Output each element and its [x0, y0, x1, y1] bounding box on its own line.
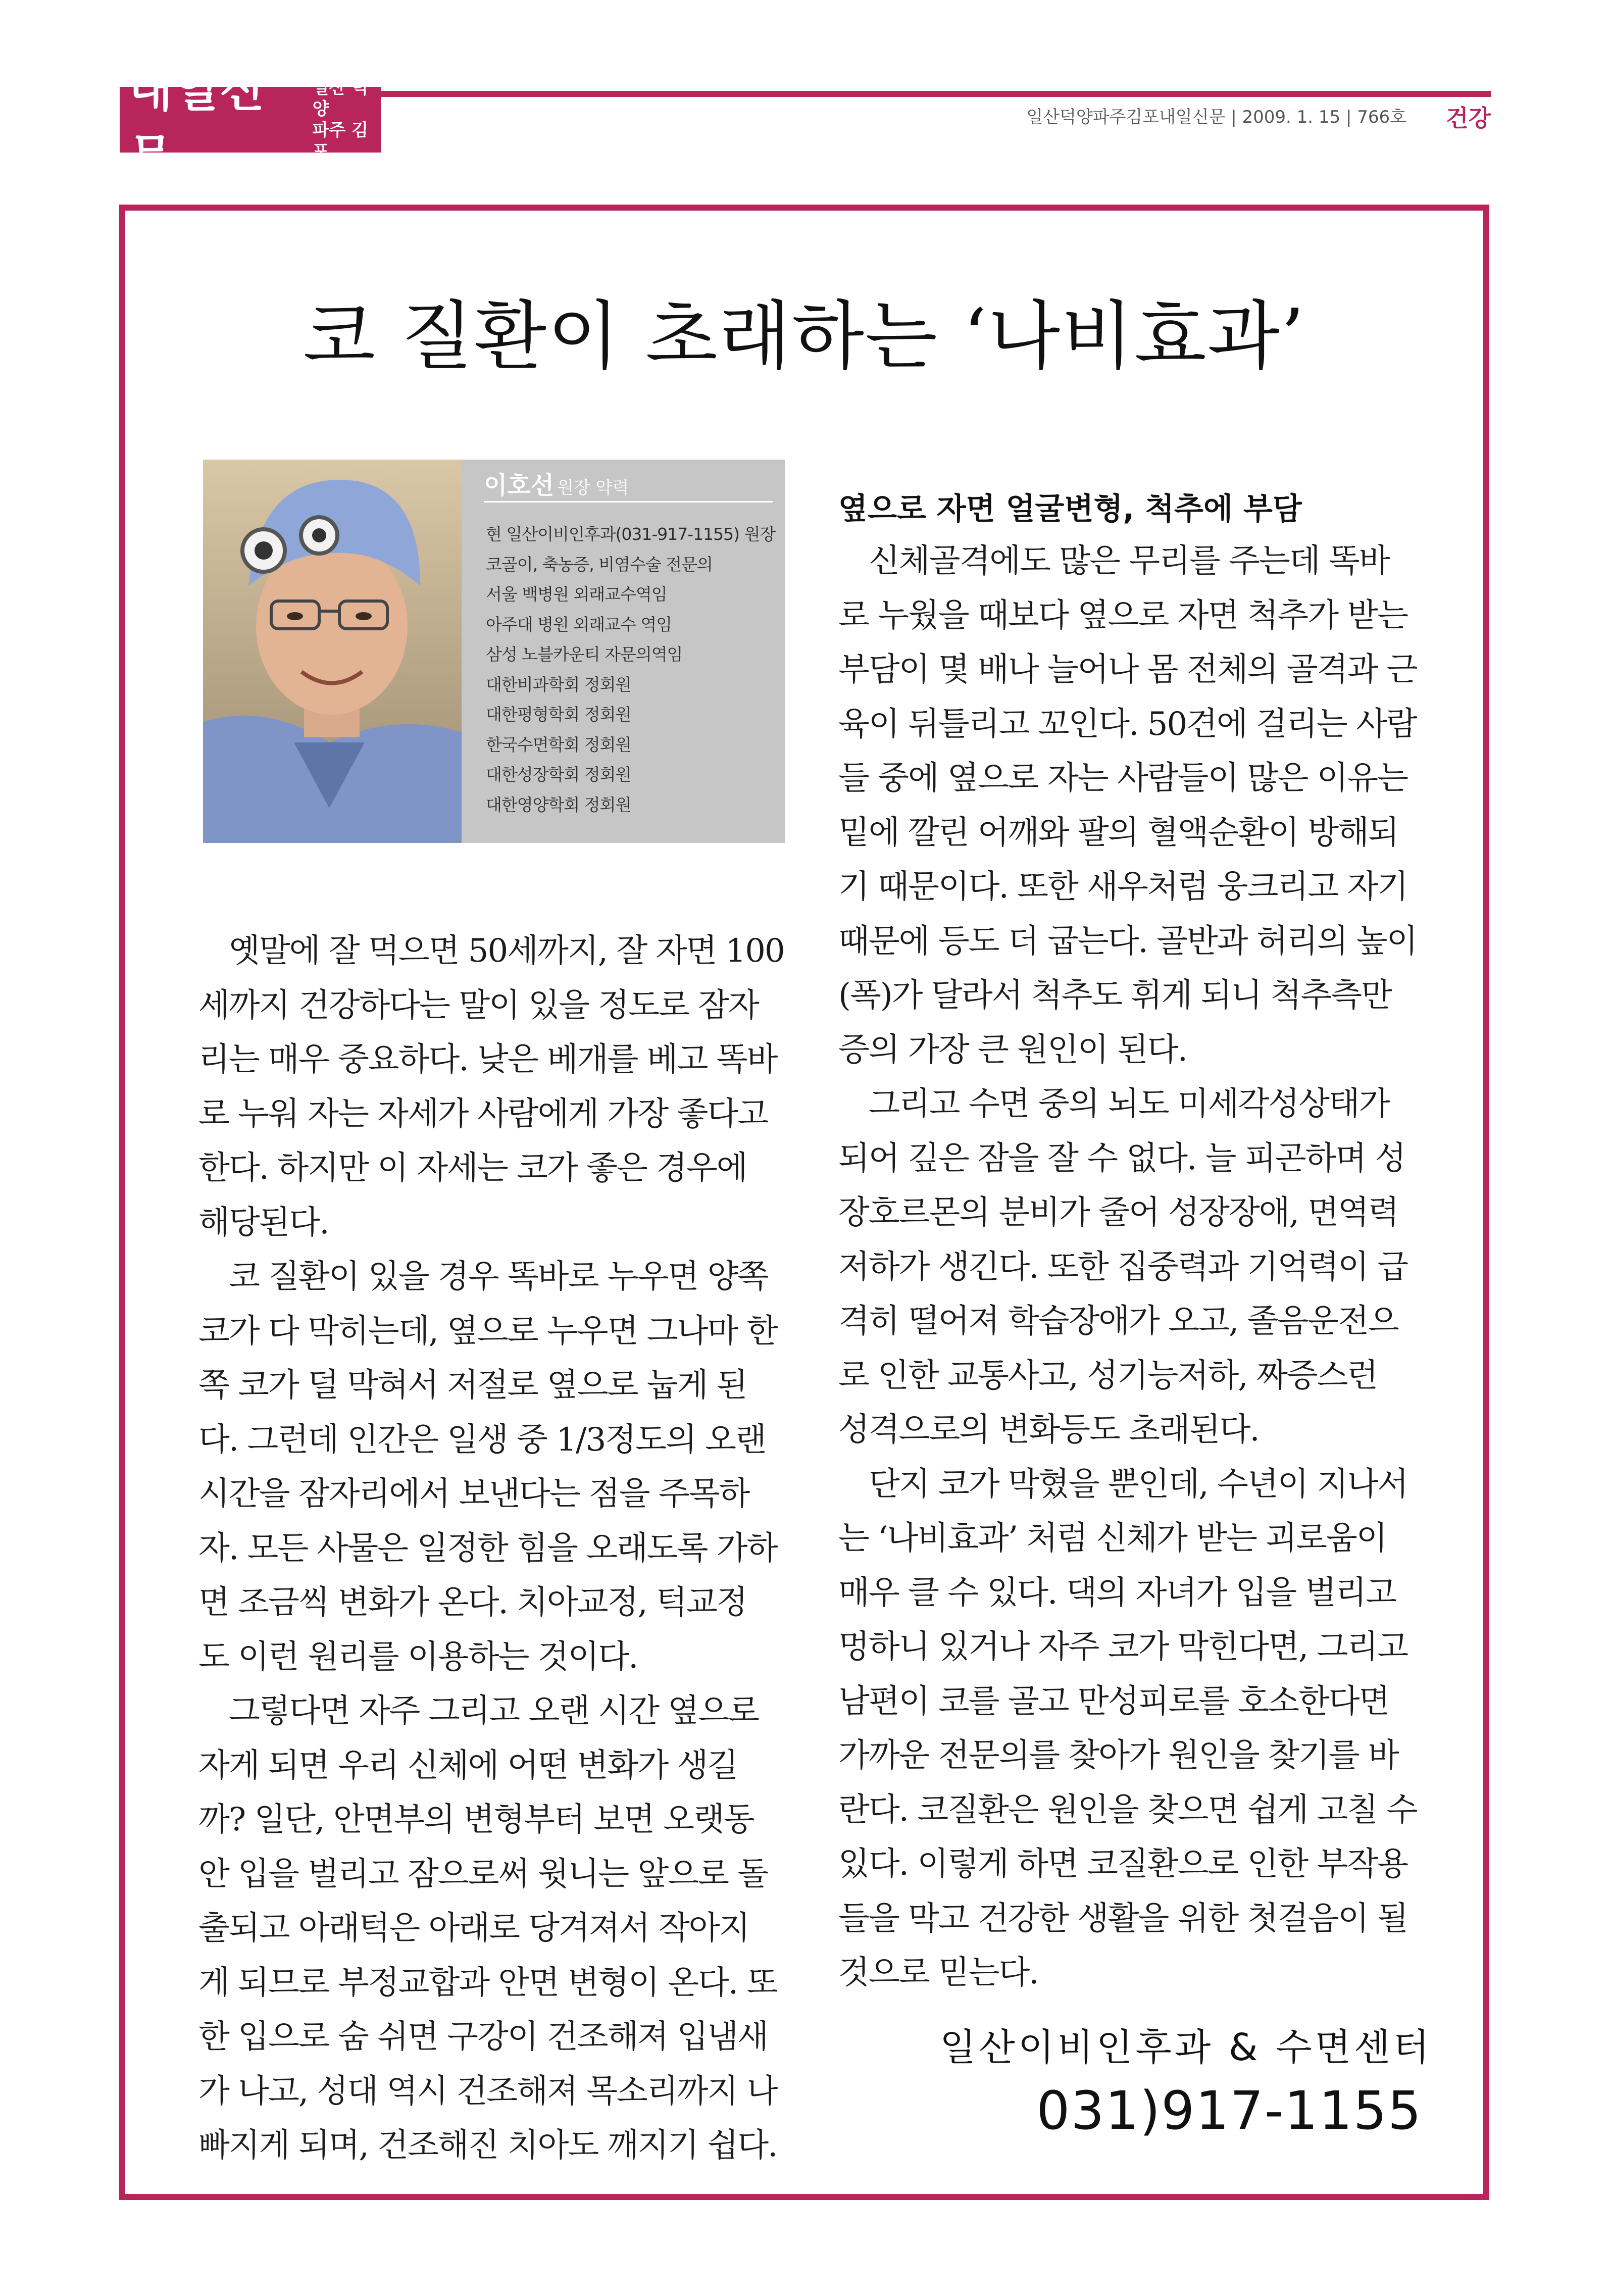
bio-item: 현 일산이비인후과(031-917-1155) 원장 [486, 524, 776, 544]
article-subheading: 옆으로 자면 얼굴변형, 척추에 부담 [838, 491, 1302, 527]
masthead-rule [381, 91, 1491, 97]
bio-item: 코골이, 축농증, 비염수술 전문의 [486, 554, 713, 574]
bio-item: 한국수면학회 정회원 [486, 734, 631, 755]
doctor-portrait-icon [203, 460, 462, 843]
text-line: 로 인한 교통사고, 성기능저하, 짜증스런 [838, 1357, 1378, 1394]
text-line: 있다. 이렇게 하면 코질환으로 인한 부작용 [838, 1845, 1408, 1883]
text-line: 되어 깊은 잠을 잘 수 없다. 늘 피곤하며 성 [838, 1139, 1405, 1177]
paper-name: 내일신문 [128, 63, 266, 184]
text-line: 한 입으로 숨 쉬면 구강이 건조해져 입냄새 [198, 2018, 768, 2056]
text-line: 가까운 전문의를 찾아가 원인을 찾기를 바 [838, 1737, 1398, 1774]
text-line: 세까지 건강하다는 말이 있을 정도로 잠자 [198, 986, 759, 1024]
text-line: 게 되므로 부정교합과 안면 변형이 온다. 또 [198, 1964, 777, 2002]
bio-list [486, 519, 775, 820]
bio-title: 원장 약력 [557, 478, 629, 498]
text-line: 장호르몬의 분비가 줄어 성장장애, 면역력 [838, 1194, 1398, 1231]
text-line: 저하가 생긴다. 또한 집중력과 기억력이 급 [838, 1248, 1408, 1286]
paper-region [313, 77, 381, 162]
text-line: 쪽 코가 덜 막혀서 저절로 옆으로 눕게 된 [198, 1367, 747, 1404]
text-line: 란다. 코질환은 원인을 찾으면 쉽게 고칠 수 [838, 1791, 1417, 1829]
newspaper-logo [120, 63, 381, 184]
text-line: 가 나고, 성대 역시 건조해져 목소리까지 나 [198, 2072, 777, 2110]
clinic-phone: 031)917-1155 [1036, 2080, 1422, 2141]
text-line: 해당된다. [198, 1204, 329, 1241]
article-headline: 코 질환이 초래하는 ‘나비효과’ [303, 293, 1305, 380]
text-line: 부담이 몇 배나 늘어나 몸 전체의 골격과 근 [838, 651, 1417, 688]
clinic-name: 일산이비인후과 & 수면센터 [939, 2026, 1432, 2069]
text-line: 는 ‘나비효과’ 처럼 신체가 받는 괴로움이 [838, 1520, 1387, 1557]
text-line: 한다. 하지만 이 자세는 코가 좋은 경우에 [198, 1150, 747, 1187]
region-line-2: 파주 김포 [312, 120, 368, 162]
text-line: 안 입을 벌리고 잠으로써 윗니는 앞으로 돌 [198, 1855, 768, 1893]
bio-item: 아주대 병원 외래교수 역임 [486, 614, 672, 634]
text-line: 빠지게 되며, 건조해진 치아도 깨지기 쉽다. [198, 2127, 777, 2164]
doctor-name: 이호선 [484, 471, 555, 500]
text-line: 신체골격에도 많은 무리를 주는데 똑바 [869, 542, 1389, 580]
paragraph [838, 1077, 1417, 1458]
text-line: 때문에 등도 더 굽는다. 골반과 허리의 높이 [838, 922, 1417, 960]
text-line: 도 이런 원리를 이용하는 것이다. [198, 1638, 638, 1676]
bio-heading [484, 466, 629, 501]
text-line: 육이 뒤틀리고 꼬인다. 50견에 걸리는 사람 [838, 705, 1417, 743]
bio-item: 대한비과학회 정회원 [486, 674, 631, 694]
text-line: 출되고 아래턱은 아래로 당겨져서 작아지 [198, 1910, 749, 1947]
text-line: 면 조금씩 변화가 온다. 치아교정, 턱교정 [198, 1584, 747, 1621]
paragraph [838, 534, 1417, 1077]
edition-info: 일산덕양파주김포내일신문 | 2009. 1. 15 | 766호 [1026, 107, 1406, 127]
text-line: 옛말에 잘 먹으면 50세까지, 잘 자면 100 [229, 932, 784, 970]
article-column-left [198, 924, 784, 2173]
text-line: 매우 클 수 있다. 댁의 자녀가 입을 벌리고 [838, 1574, 1396, 1612]
paragraph [198, 924, 784, 1250]
text-line: 그렇다면 자주 그리고 오랜 시간 옆으로 [229, 1692, 759, 1730]
text-line: 까? 일단, 안면부의 변형부터 보면 오랫동 [198, 1801, 754, 1838]
bio-item: 대한영양학회 정회원 [486, 794, 631, 815]
bio-divider [484, 501, 773, 503]
bio-item: 서울 백병원 외래교수역임 [486, 584, 667, 604]
text-line: (폭)가 달라서 척추도 휘게 되니 척추측만 [838, 977, 1391, 1014]
text-line: 다. 그런데 인간은 일생 중 1/3정도의 오랜 [198, 1421, 766, 1459]
text-line: 증의 가장 큰 원인이 된다. [838, 1031, 1187, 1069]
text-line: 들을 막고 건강한 생활을 위한 첫걸음이 될 [838, 1900, 1408, 1937]
bio-item: 대한성장학회 정회원 [486, 765, 631, 784]
text-line: 로 누웠을 때보다 옆으로 자면 척추가 받는 [838, 596, 1408, 634]
text-line: 시간을 잠자리에서 보낸다는 점을 주목하 [198, 1475, 749, 1513]
text-line: 성격으로의 변화등도 초래된다. [838, 1411, 1259, 1449]
paragraph [838, 1458, 1417, 2001]
text-line: 단지 코가 막혔을 뿐인데, 수년이 지나서 [869, 1465, 1408, 1503]
text-line: 기 때문이다. 또한 새우처럼 웅크리고 자기 [838, 868, 1408, 906]
paragraph [198, 1684, 784, 2173]
region-line-1: 일산 덕양 [312, 78, 368, 119]
text-line: 자게 되면 우리 신체에 어떤 변화가 생길 [198, 1746, 738, 1784]
text-line: 코 질환이 있을 경우 똑바로 누우면 양쪽 [229, 1258, 768, 1295]
text-line: 자. 모든 사물은 일정한 힘을 오래도록 가하 [198, 1529, 777, 1567]
paragraph [198, 1250, 784, 1684]
text-line: 코가 다 막히는데, 옆으로 누우면 그나마 한 [198, 1312, 777, 1350]
article-column-right [838, 484, 1417, 2001]
text-line: 들 중에 옆으로 자는 사람들이 많은 이유는 [838, 760, 1408, 797]
text-line: 그리고 수면 중의 뇌도 미세각성상태가 [869, 1085, 1389, 1123]
text-line: 격히 떨어져 학습장애가 오고, 졸음운전으 [838, 1303, 1398, 1340]
text-line: 리는 매우 중요하다. 낮은 베개를 베고 똑바 [198, 1041, 777, 1078]
text-line: 것으로 믿는다. [838, 1954, 1038, 1991]
bio-item: 삼성 노블카운티 자문의역임 [486, 644, 683, 664]
bio-item: 대한평형학회 정회원 [486, 705, 631, 724]
section-label: 건강 [1446, 105, 1491, 132]
text-line: 밑에 깔린 어깨와 팔의 혈액순환이 방해되 [838, 814, 1398, 852]
text-line: 멍하니 있거나 자주 코가 막힌다면, 그리고 [838, 1628, 1408, 1666]
text-line: 남편이 코를 골고 만성피로를 호소한다면 [838, 1682, 1389, 1720]
text-line: 로 누워 자는 자세가 사람에게 가장 좋다고 [198, 1095, 768, 1133]
